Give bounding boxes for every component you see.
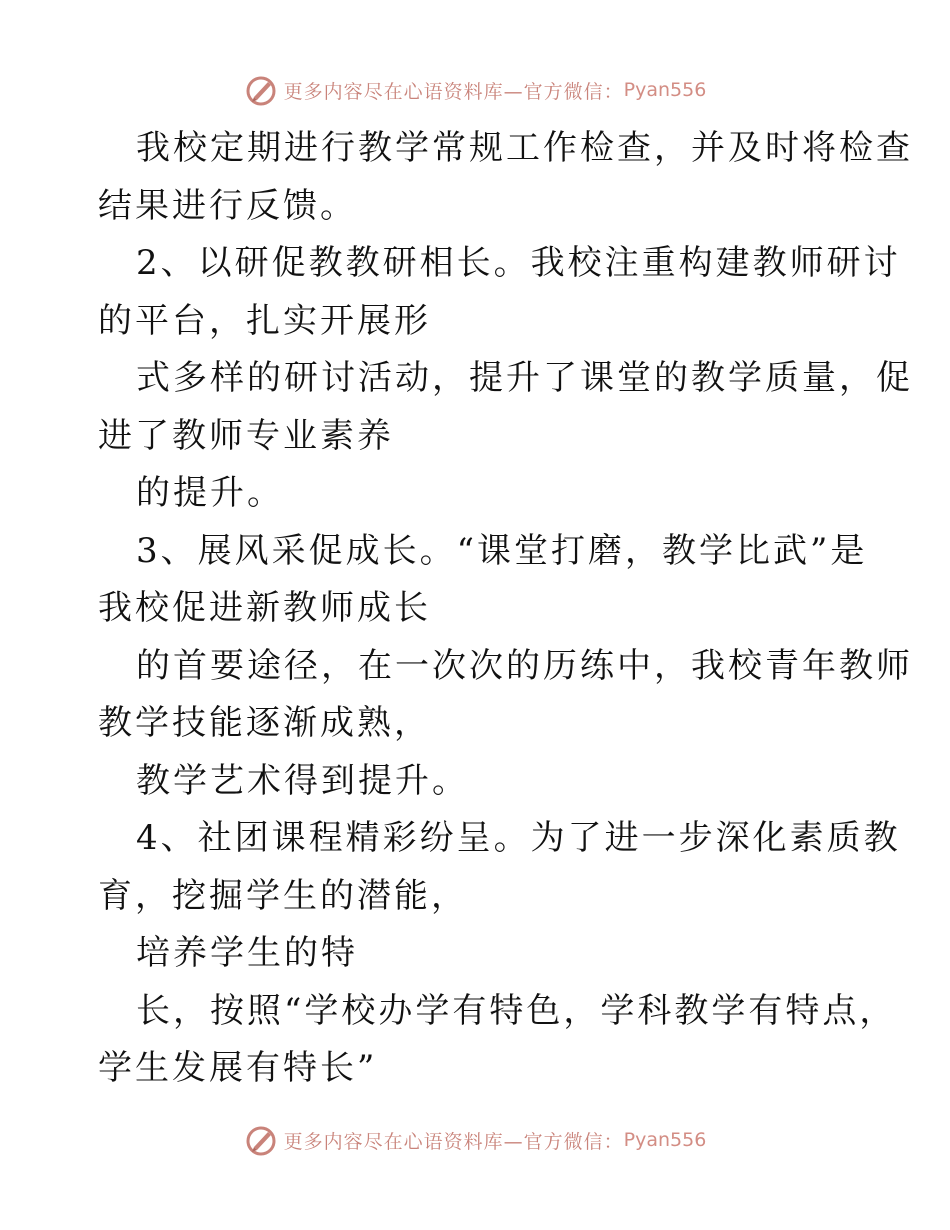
text-line: 式多样的研讨活动，提升了课堂的教学质量，促 [136, 358, 913, 398]
text-line: 3、展风采促成长。“课堂打磨，教学比武”是 [136, 530, 868, 571]
text-line: 进了教师专业素养 [98, 415, 394, 456]
watermark-wechat-id: Pyan556 [623, 1129, 707, 1151]
text-line: 教学技能逐渐成熟， [98, 703, 431, 743]
text-line: 的平台，扎实开展形 [98, 300, 431, 341]
text-line: 结果进行反馈。 [98, 185, 357, 226]
watermark-text: 更多内容尽在心语资料库—官方微信： [283, 80, 624, 103]
text-line: 育，挖掘学生的潜能， [98, 875, 468, 916]
document-body [98, 120, 913, 1098]
text-line: 培养学生的特 [136, 933, 358, 973]
text-line: 我校定期进行教学常规工作检查，并及时将检查 [136, 128, 913, 168]
text-line: 教学艺术得到提升。 [136, 760, 469, 801]
watermark-text: 更多内容尽在心语资料库—官方微信： [283, 1130, 624, 1153]
text-line: 2、以研促教教研相长。我校注重构建教师研讨 [136, 243, 901, 283]
pen-logo-icon [244, 1123, 278, 1157]
text-line: 4、社团课程精彩纷呈。为了进一步深化素质教 [136, 818, 901, 858]
footer-watermark [0, 1120, 950, 1160]
text-line: 长，按照“学校办学有特色，学科教学有特点， [136, 990, 897, 1031]
pen-logo-icon [244, 73, 278, 107]
header-watermark [0, 70, 950, 110]
watermark-wechat-id: Pyan556 [623, 79, 707, 101]
text-line: 学生发展有特长” [98, 1048, 378, 1088]
text-line: 的首要途径，在一次次的历练中，我校青年教师 [136, 645, 913, 686]
text-line: 我校促进新教师成长 [98, 588, 431, 628]
text-line: 的提升。 [136, 473, 284, 513]
